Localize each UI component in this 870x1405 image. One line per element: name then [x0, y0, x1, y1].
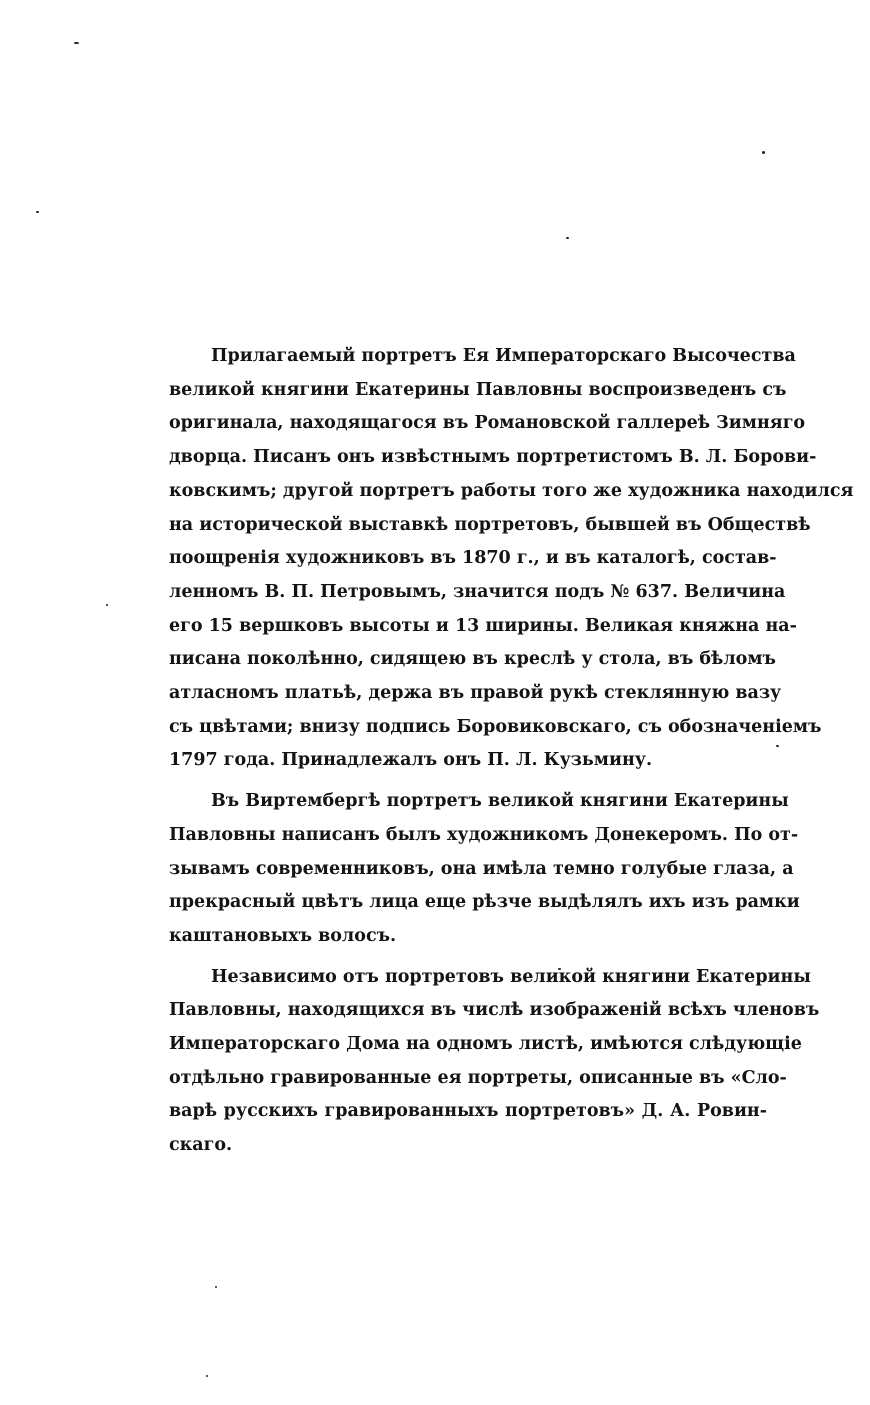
paragraph-1 — [127, 340, 854, 778]
scan-speck — [215, 1286, 217, 1288]
scan-speck — [36, 211, 39, 213]
text-line: великой княгини Екатерины Павловны воспроизведенъ съ — [169, 379, 787, 400]
text-line: Въ Виртембергѣ портретъ великой княгини Екатерины — [211, 791, 789, 812]
text-line: каштановыхъ волосъ. — [169, 925, 397, 946]
scan-speck — [762, 151, 765, 154]
scan-speck — [776, 745, 779, 747]
text-line: зывамъ современниковъ, она имѣла темно голубые глаза, а — [169, 858, 794, 879]
text-line: ковскимъ; другой портретъ работы того же художника находился — [169, 480, 854, 501]
scan-speck — [74, 42, 79, 44]
text-line: варѣ русскихъ гравированныхъ портретовъ» Д. А. Ровин- — [169, 1101, 767, 1122]
text-line: на исторической выставкѣ портретовъ, бывшей въ Обществѣ — [169, 514, 811, 535]
text-line: съ цвѣтами; внизу подпись Боровиковскаго, съ обозначеніемъ — [169, 716, 822, 737]
text-line: атласномъ платьѣ, держа въ правой рукѣ стеклянную вазу — [169, 683, 782, 704]
text-line: писана поколѣнно, сидящею въ креслѣ у стола, въ бѣломъ — [169, 649, 776, 670]
paragraph-3 — [127, 961, 820, 1163]
text-line: поощренія художниковъ въ 1870 г., и въ каталогѣ, состав- — [169, 548, 777, 569]
text-line: его 15 вершковъ высоты и 13 ширины. Великая княжна на- — [169, 615, 797, 636]
scan-speck — [106, 604, 108, 606]
text-line: скаго. — [169, 1135, 233, 1156]
text-line: Прилагаемый портретъ Ея Императорскаго Высочества — [211, 346, 796, 366]
body-text — [127, 340, 854, 1163]
text-line: дворца. Писанъ онъ извѣстнымъ портретистомъ В. Л. Борови- — [169, 447, 817, 468]
text-line: оригинала, находящагося въ Романовской галлереѣ Зимняго — [169, 413, 806, 434]
text-line: ленномъ В. П. Петровымъ, значится подъ № 637. Величина — [169, 581, 786, 602]
scan-speck — [566, 237, 569, 239]
text-line: отдѣльно гравированные ея портреты, описанные въ «Сло- — [169, 1067, 787, 1088]
text-line: прекрасный цвѣтъ лица еще рѣзче выдѣлялъ ихъ изъ рамки — [169, 892, 800, 913]
scan-speck — [206, 1375, 208, 1377]
text-line: Императорскаго Дома на одномъ листѣ, имѣются слѣдующіе — [169, 1034, 802, 1055]
text-line: Независимо отъ портретовъ великой княгини Екатерины — [211, 966, 811, 987]
text-line: Павловны написанъ былъ художникомъ Донекеромъ. По от- — [169, 824, 799, 845]
text-line: 1797 года. Принадлежалъ онъ П. Л. Кузьмину. — [169, 750, 653, 771]
paragraph-2 — [127, 785, 800, 954]
text-line: Павловны, находящихся въ числѣ изображеній всѣхъ членовъ — [169, 1000, 820, 1021]
